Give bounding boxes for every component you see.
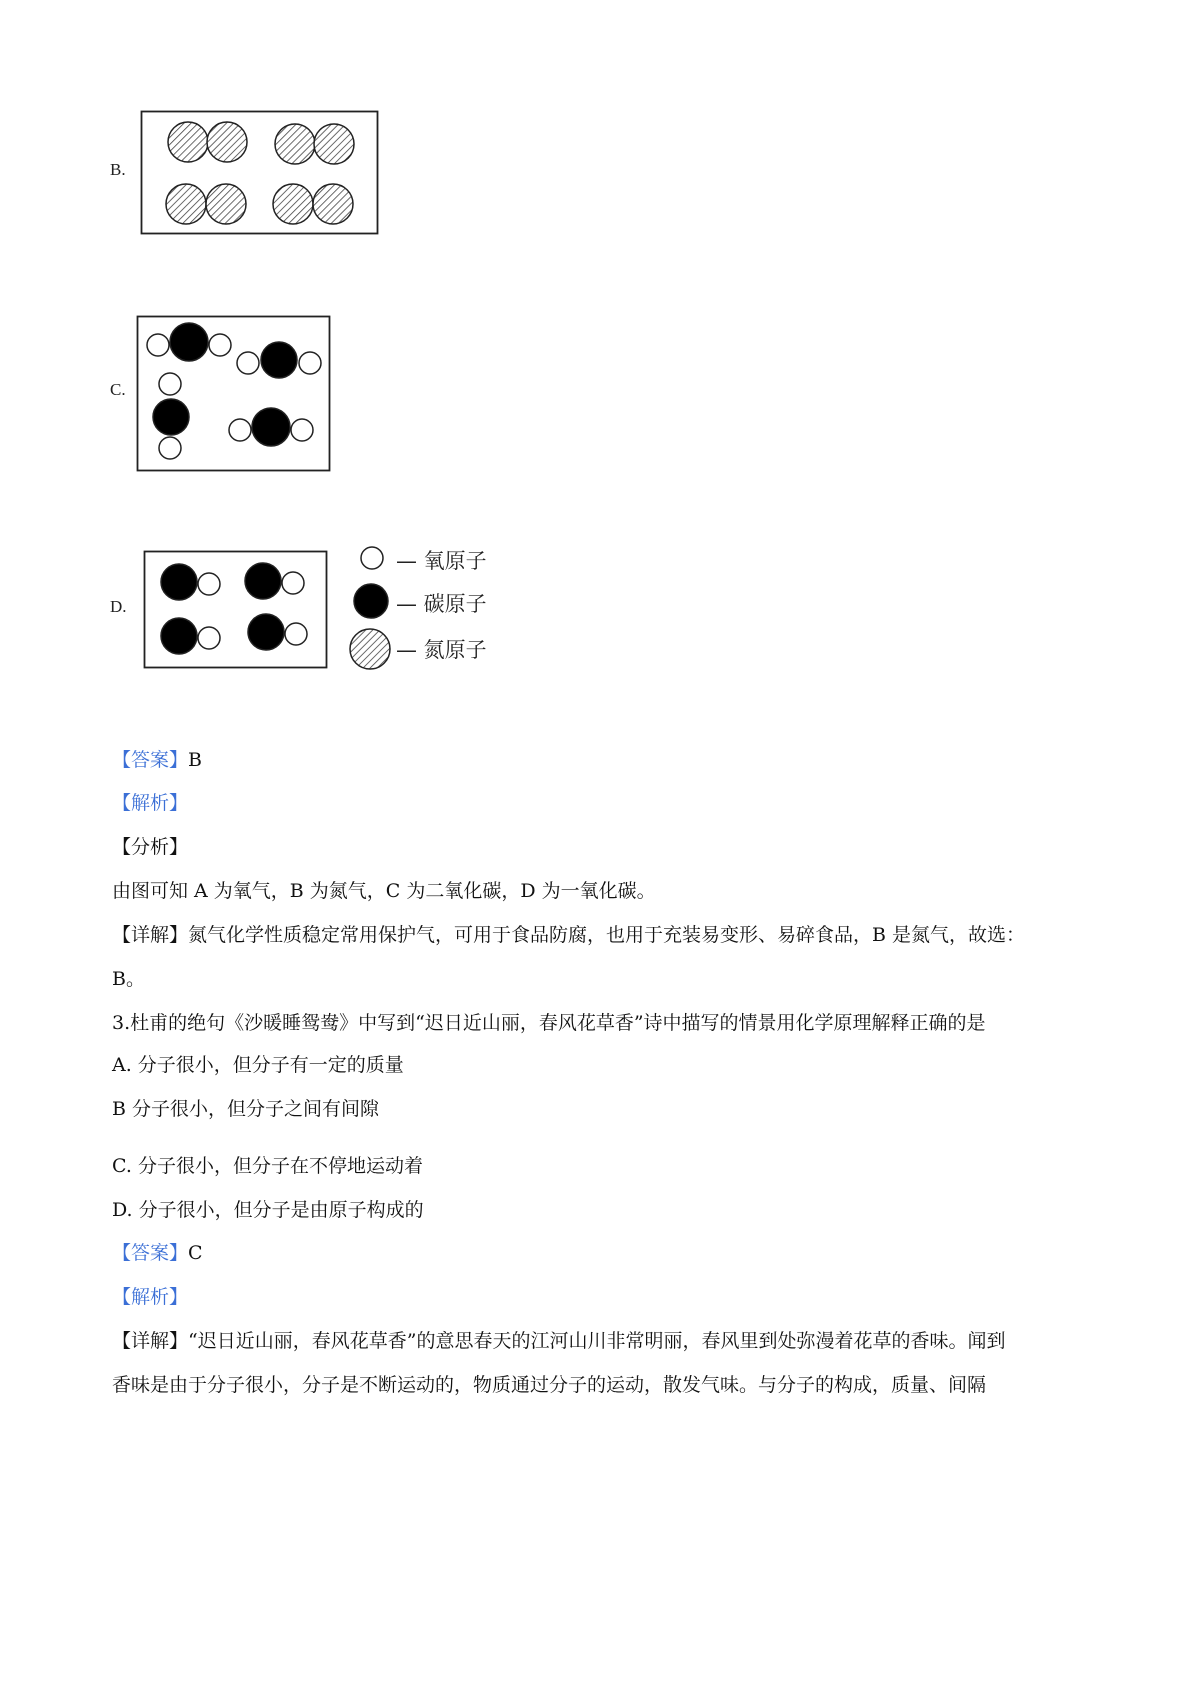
oxygen-atom bbox=[198, 627, 220, 649]
oxygen-atom bbox=[147, 334, 169, 356]
q2-detail-line-2: B。 bbox=[112, 968, 145, 990]
q2-answer-line bbox=[112, 745, 202, 775]
nitrogen-atom bbox=[206, 184, 246, 224]
q3-analysis-line bbox=[112, 1282, 188, 1312]
oxygen-atom bbox=[291, 419, 313, 441]
q2-analysis-line bbox=[112, 788, 188, 818]
q2-detail-line bbox=[112, 920, 1025, 950]
detail-tag: 【详解】 bbox=[112, 1330, 189, 1352]
option-b-label: B. bbox=[110, 160, 126, 179]
analysis-tag: 【解析】 bbox=[112, 792, 189, 814]
legend-oxygen-label: — 氧原子 bbox=[396, 549, 487, 573]
option-d-label: D. bbox=[110, 597, 127, 616]
carbon-atom bbox=[161, 564, 197, 600]
nitrogen-legend-icon bbox=[350, 629, 390, 669]
nitrogen-atom bbox=[314, 124, 354, 164]
legend bbox=[346, 543, 516, 675]
oxygen-atom bbox=[285, 623, 307, 645]
analysis-tag: 【解析】 bbox=[112, 1286, 189, 1308]
oxygen-atom bbox=[229, 419, 251, 441]
nitrogen-atom bbox=[273, 184, 313, 224]
q3-option-a: A. 分子很小，但分子有一定的质量 bbox=[112, 1054, 404, 1076]
answer-value: C bbox=[188, 1242, 203, 1264]
nitrogen-atom bbox=[313, 184, 353, 224]
q3-answer-line bbox=[112, 1238, 203, 1268]
option-c-label: C. bbox=[110, 380, 126, 399]
q2-fenxi-tag: 【分析】 bbox=[112, 836, 189, 858]
detail-text: 氮气化学性质稳定常用保护气，可用于食品防腐，也用于充装易变形、易碎食品，B 是氮气，故选： bbox=[188, 924, 1026, 946]
answer-tag: 【答案】 bbox=[112, 749, 189, 771]
q3-option-d: D. 分子很小，但分子是由原子构成的 bbox=[112, 1199, 424, 1221]
option-c-diagram bbox=[136, 315, 332, 473]
oxygen-legend-icon bbox=[361, 547, 383, 569]
nitrogen-atom bbox=[275, 124, 315, 164]
carbon-legend-icon bbox=[354, 584, 388, 618]
option-b-diagram bbox=[140, 110, 380, 238]
carbon-atom bbox=[245, 563, 281, 599]
oxygen-atom bbox=[282, 572, 304, 594]
q3-question: 3.杜甫的绝句《沙暖睡鸳鸯》中写到“迟日近山丽，春风花草香”诗中描写的情景用化学原理解释正确的是 bbox=[112, 1012, 986, 1034]
carbon-atom bbox=[248, 614, 284, 650]
option-d-diagram bbox=[143, 550, 329, 670]
oxygen-atom bbox=[237, 352, 259, 374]
q3-option-b: B 分子很小，但分子之间有间隙 bbox=[112, 1098, 380, 1120]
carbon-atom bbox=[170, 323, 208, 361]
nitrogen-atom bbox=[166, 184, 206, 224]
carbon-atom bbox=[261, 342, 297, 378]
nitrogen-atom bbox=[207, 122, 247, 162]
legend-carbon-label: — 碳原子 bbox=[396, 592, 487, 616]
q3-option-c: C. 分子很小，但分子在不停地运动着 bbox=[112, 1155, 423, 1177]
oxygen-atom bbox=[198, 573, 220, 595]
oxygen-atom bbox=[159, 373, 181, 395]
carbon-atom bbox=[252, 408, 290, 446]
oxygen-atom bbox=[209, 334, 231, 356]
oxygen-atom bbox=[159, 437, 181, 459]
answer-tag: 【答案】 bbox=[112, 1242, 189, 1264]
q2-fenxi-text: 由图可知 A 为氧气，B 为氮气，C 为二氧化碳，D 为一氧化碳。 bbox=[112, 880, 656, 902]
carbon-atom bbox=[161, 618, 197, 654]
answer-value: B bbox=[188, 749, 202, 771]
nitrogen-atom bbox=[168, 122, 208, 162]
carbon-atom bbox=[153, 399, 189, 435]
detail-tag: 【详解】 bbox=[112, 924, 189, 946]
legend-nitrogen-label: — 氮原子 bbox=[396, 638, 487, 662]
legend-symbols bbox=[346, 543, 396, 675]
oxygen-atom bbox=[299, 352, 321, 374]
q3-detail-line-2: 香味是由于分子很小，分子是不断运动的，物质通过分子的运动，散发气味。与分子的构成，质量、间隔 bbox=[112, 1374, 987, 1396]
q3-detail-line bbox=[112, 1326, 1005, 1356]
detail-text: “迟日近山丽，春风花草香”的意思春天的江河山川非常明丽，春风里到处弥漫着花草的香味。闻到 bbox=[188, 1330, 1006, 1352]
